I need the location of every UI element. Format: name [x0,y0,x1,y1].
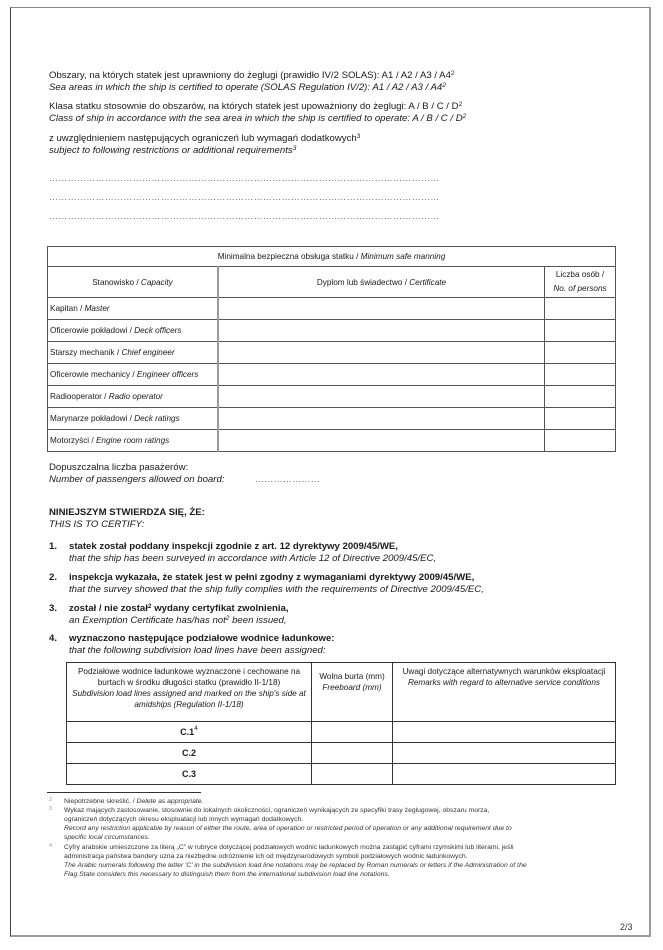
persons-cell[interactable] [545,364,616,386]
restrictions-line-2[interactable]: ……………………………………………………………………………………………………………… [49,192,440,202]
certify-item-2-pl: inspekcja wykazała, że statek jest w pełni zgodny z wymaganiami dyrektywy 2009/45/WE, [69,572,475,583]
certificate-cell[interactable] [218,386,545,408]
restrictions-line-1[interactable]: ……………………………………………………………………………………………………………… [49,173,440,183]
item-3-pl-a: został / nie został [69,603,148,614]
certify-heading-en: THIS IS TO CERTIFY: [49,519,145,530]
freeboard-cell[interactable] [312,722,393,743]
subdivision-load-lines-table [66,662,616,785]
certify-item-3-pl [69,603,289,615]
table-row [48,364,616,386]
persons-cell[interactable] [545,298,616,320]
footnote-marker: 4 [49,843,53,849]
table-row [48,430,616,452]
footnote-separator [47,792,201,793]
certificate-cell[interactable] [218,408,545,430]
passengers-pl: Dopuszczalna liczba pasażerów: [49,462,189,473]
certify-item-number: 1. [49,541,58,552]
footnote-2-en-1: Record any restriction applicable by reason of either the route, area of operation or restricted period of operation or any additional requirement due to [64,825,512,832]
restrictions-pl-text: z uwzględnieniem następujących ograniczeń lub wymagań dodatkowych [49,133,357,144]
footnote-1 [64,797,203,806]
footnote-3-pl-2: administracja państwa bandery uzna za niezbędne odróżnienie ich od międzynarodowych symboli podziałowych wodnic ładunkowych. [64,853,468,860]
item-3-en-b: been issued, [229,615,287,626]
capacity-cell [48,364,219,386]
sea-areas-pl-text: Obszary, na których statek jest uprawniony do żeglugi (prawidło IV/2 SOLAS): A1 / A2 / A3 / A4 [49,70,451,81]
capacity-en: Deck officers [134,326,182,335]
footnote-ref: 2 [147,603,152,610]
capacity-cell [48,320,219,342]
certify-item-number: 3. [49,603,58,614]
minimum-safe-manning-table [47,246,616,452]
header-pl: Dyplom lub świadectwo / [316,277,410,287]
capacity-pl: Radiooperator / [50,392,109,401]
capacity-pl: Kapitan / [50,304,85,313]
footnote-en: Delete as appropriate. [136,798,204,805]
manning-title-en: Minimum safe manning [360,252,446,261]
load-line-label [67,722,312,743]
footnote-ref: 2 [450,70,455,77]
load-line-label: C.2 [67,743,312,764]
footnote-ref: 4 [194,725,198,732]
ship-class-en-text: Class of ship in accordance with the sea area in which the ship is certified to operate: A / B / C / D [49,113,463,124]
item-3-pl-b: wydany certyfikat zwolnienia, [151,603,289,614]
header-en: Freeboard (mm) [322,683,382,692]
sea-areas-en-text: Sea areas in which the ship is certified to operate (SOLAS Regulation IV/2): A1 / A2 / A3 / A4 [49,82,443,93]
header-freeboard [312,663,393,722]
footnote-3-en-2: Flag State considers this necessary to distinguish them from the international subdivision load line notations. [64,871,390,878]
footnote-ref: 2 [442,82,446,89]
footnote-marker: 2 [49,797,53,803]
capacity-cell [48,298,219,320]
table-row [67,743,616,764]
manning-title-pl: Minimalna bezpieczna obsługa statku / [217,252,361,261]
capacity-cell [48,386,219,408]
capacity-en: Master [84,304,110,313]
table-row [48,386,616,408]
header-en: Remarks with regard to alternative service conditions [407,678,601,687]
ship-class-pl [49,101,462,113]
certificate-cell[interactable] [218,430,545,452]
footnote-ref: 2 [458,101,463,108]
certify-heading-pl: NINIEJSZYM STWIERDZA SIĘ, ŻE: [49,507,205,518]
capacity-pl: Starszy mechanik / [50,348,122,357]
remarks-cell[interactable] [393,764,616,785]
certify-item-number: 2. [49,572,58,583]
capacity-cell [48,408,219,430]
freeboard-cell[interactable] [312,764,393,785]
ship-class-en [49,113,466,125]
persons-cell[interactable] [545,386,616,408]
capacity-pl: Motorzyści / [50,436,96,445]
load-line-label-text: C.1 [180,727,195,737]
header-pl: Wolna burta (mm) [319,672,385,681]
certificate-cell[interactable] [218,342,545,364]
header-en: No. of persons [553,284,607,293]
header-certificate [218,267,545,298]
footnote-pl: Niepotrzebne skreślić. / [64,798,137,805]
certificate-cell[interactable] [218,320,545,342]
sea-areas-pl [49,70,455,82]
capacity-cell [48,430,219,452]
passengers-en: Number of passengers allowed on board: [49,474,225,485]
certificate-cell[interactable] [218,364,545,386]
footnote-ref: 3 [356,133,361,140]
certify-item-3-en [69,615,287,627]
header-en: Capacity [140,277,173,287]
footnote-2-en-2: specific local circumstances. [64,834,150,841]
table-row [67,722,616,743]
certificate-cell[interactable] [218,298,545,320]
manning-table-title [48,247,616,267]
remarks-cell[interactable] [393,722,616,743]
load-line-label: C.3 [67,764,312,785]
restrictions-pl [49,133,360,145]
header-pl: Podziałowe wodnice ładunkowe wyznaczone i cechowane na burtach w środku długości statku (prawidło II-1/18) [77,667,301,687]
capacity-en: Deck ratings [134,414,180,423]
persons-cell[interactable] [545,408,616,430]
header-capacity [48,267,219,298]
capacity-cell [48,342,219,364]
header-load-lines [67,663,312,722]
footnote-ref: 3 [292,145,297,152]
capacity-en: Radio operator [108,392,163,401]
header-remarks [393,663,616,722]
passengers-value-field[interactable]: ………………… [255,474,321,484]
capacity-pl: Marynarze pokładowi / [50,414,135,423]
certify-item-1-pl: statek został poddany inspekcji zgodnie z art. 12 dyrektywy 2009/45/WE, [69,541,398,552]
ship-class-pl-text: Klasa statku stosownie do obszarów, na których statek jest upoważniony do żeglugi: A / B / C / D [49,101,459,112]
footnote-ref: 2 [462,113,467,120]
item-3-en-a: an Exemption Certificate has/has not [69,615,226,626]
header-en: Subdivision load lines assigned and marked on the ship's side at amidships (Regulation II-1/18) [72,689,306,709]
restrictions-en [49,145,296,157]
footnote-marker: 3 [49,806,53,812]
remarks-cell[interactable] [393,743,616,764]
capacity-pl: Oficerowie pokładowi / [50,326,135,335]
certify-item-1-en: that the ship has been surveyed in accordance with Article 12 of Directive 2009/45/EC, [69,553,437,564]
table-row [48,342,616,364]
capacity-en: Engine room ratings [95,436,170,445]
capacity-en: Chief engineer [121,348,175,357]
header-pl: Uwagi dotyczące alternatywnych warunków eksploatacji [402,667,606,676]
sea-areas-en [49,82,446,94]
header-pl: Stanowisko / [92,277,141,287]
header-pl: Liczba osób / [555,270,605,279]
footnote-2-pl-1: Wykaz mających zastosowanie, stosownie do lokalnych okoliczności, ograniczeń wynikających ze specyfiki trasy żeglugowej, obszaru morza, [64,807,490,814]
certify-item-number: 4. [49,633,58,644]
persons-cell[interactable] [545,430,616,452]
capacity-en: Engineer officers [136,370,199,379]
table-row [67,764,616,785]
restrictions-line-3[interactable]: ……………………………………………………………………………………………………………… [49,211,440,221]
table-row [48,320,616,342]
certify-item-4-pl: wyznaczono następujące podziałowe wodnice ładunkowe: [69,633,335,644]
page-number: 2/3 [620,922,633,932]
persons-cell[interactable] [545,320,616,342]
footnote-ref: 2 [225,615,230,622]
certify-item-4-en: that the following subdivision load lines have been assigned: [69,645,326,656]
footnote-3-pl-1: Cyfry arabskie umieszczone za literą „C” w rubryce dotyczącej podziałowych wodnic ładunkowych można zastąpić cyframi rzymskimi lub literami, jeśli [64,844,514,851]
header-persons [545,267,616,298]
header-en: Certificate [409,277,447,287]
footnote-3-en-1: The Arabic numerals following the letter 'C' in the subdivision load line notations may be replaced by Roman numerals or letters if the Administration of the [64,862,527,869]
capacity-pl: Oficerowie mechanicy / [50,370,137,379]
table-row [48,298,616,320]
footnote-2-pl-2: ograniczeń dotyczących okresu eksploatacji lub innych wymagań dodatkowych. [64,816,304,823]
certify-item-2-en: that the survey showed that the ship fully complies with the requirements of Directive 2009/45/EC, [69,584,484,595]
table-row [48,408,616,430]
freeboard-cell[interactable] [312,743,393,764]
restrictions-en-text: subject to following restrictions or additional requirements [49,145,293,156]
persons-cell[interactable] [545,342,616,364]
